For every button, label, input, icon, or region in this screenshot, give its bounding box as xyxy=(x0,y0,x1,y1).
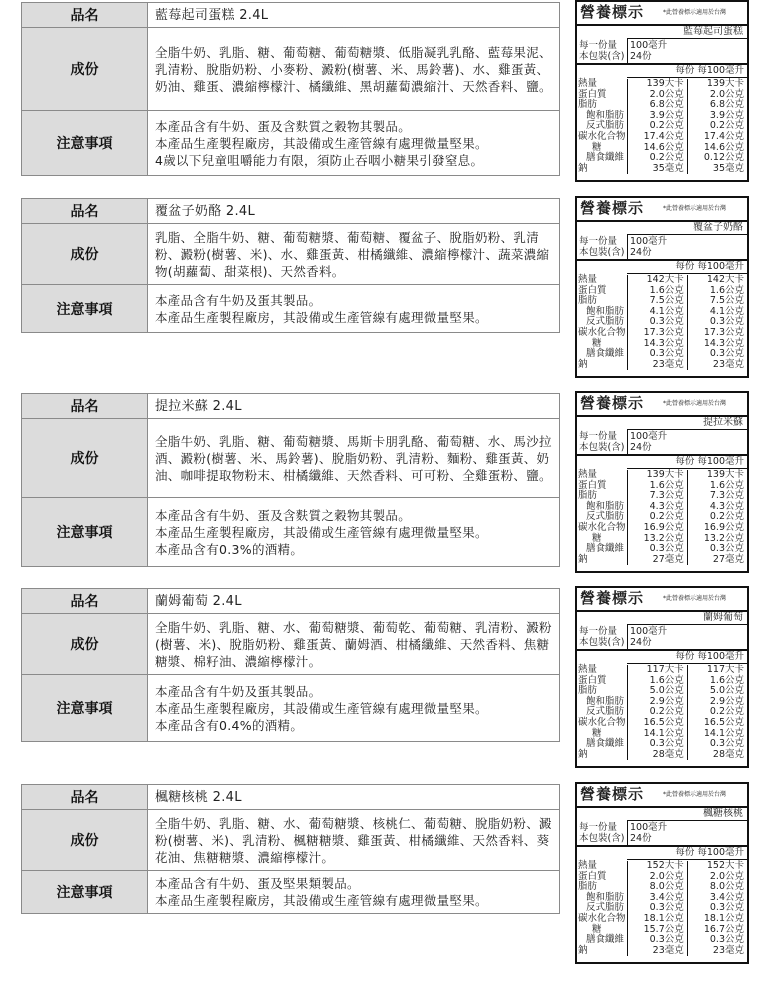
per-pack-label: 本包裝(含) xyxy=(579,50,625,62)
per-100ml-value: 152大卡 xyxy=(706,860,744,871)
nutrition-note: *此營養標示適用於台灣 xyxy=(663,205,727,212)
per-serving-value: 1.6公克 xyxy=(649,284,684,296)
per-100ml-value: 6.8公克 xyxy=(709,99,744,111)
per-serving-value: 27毫克 xyxy=(652,553,684,565)
nutrition-note: *此營養標示適用於台灣 xyxy=(663,791,727,798)
per-100ml-value: 7.5公克 xyxy=(709,295,744,307)
product-info-table xyxy=(21,784,560,914)
product-block xyxy=(21,393,751,573)
per-100ml-value: 139大卡 xyxy=(706,78,744,89)
servings-count: 24份 xyxy=(630,636,652,648)
servings-count: 24份 xyxy=(630,50,652,62)
nutrient-name: 蛋白質 xyxy=(578,674,607,686)
per-serving-value: 15.7公克 xyxy=(643,923,684,935)
nutrient-name: 膳食纖維 xyxy=(586,543,625,555)
per-serving-value: 0.2公克 xyxy=(649,706,684,718)
nutrient-name: 膳食纖維 xyxy=(586,152,625,164)
serving-size: 100毫升 xyxy=(630,236,668,247)
per-serving-label: 每一份量 xyxy=(579,40,618,51)
note-line: 本產品生產製程廠房，其設備或生產管線有處理微量堅果。 xyxy=(155,700,488,716)
per-100ml-value: 18.1公克 xyxy=(703,912,744,924)
per-serving-value: 0.2公克 xyxy=(649,511,684,523)
per-serving-value: 0.3公克 xyxy=(649,348,684,360)
nutrient-name: 糖 xyxy=(592,923,602,935)
notes-text xyxy=(148,111,560,176)
nutrition-product-name: 楓糖核桃 xyxy=(627,808,747,821)
notes-text xyxy=(148,285,560,333)
name-label: 品名 xyxy=(22,394,148,419)
nutrient-name: 糖 xyxy=(592,727,602,739)
notes-text xyxy=(148,871,560,914)
nutrient-name: 糖 xyxy=(592,337,602,349)
per-serving-value: 0.3公克 xyxy=(649,543,684,555)
per-serving-value: 0.3公克 xyxy=(649,934,684,946)
note-line: 本產品生產製程廠房，其設備或生產管線有處理微量堅果。 xyxy=(155,524,488,540)
per-100ml-value: 3.4公克 xyxy=(709,891,744,903)
ingredients-text: 全脂牛奶、乳脂、糖、水、葡萄糖漿、核桃仁、葡萄糖、脫脂奶粉、澱粉(樹薯、米)、乳清粉、楓糖糖漿、雞蛋黃、柑橘纖維、天然香料、葵花油、焦糖糖漿、濃縮檸檬汁。 xyxy=(148,810,560,871)
per-100ml-value: 35毫克 xyxy=(712,162,744,174)
note-line: 本產品生產製程廠房，其設備或生產管線有處理微量堅果。 xyxy=(155,135,488,151)
nutrient-name: 脂肪 xyxy=(578,881,598,893)
nutrient-name: 蛋白質 xyxy=(578,284,607,296)
nutrient-name: 脂肪 xyxy=(578,685,598,697)
per-serving-value: 18.1公克 xyxy=(643,912,684,924)
serving-info xyxy=(577,235,747,261)
per-serving-value: 8.0公克 xyxy=(649,881,684,893)
servings-count: 24份 xyxy=(630,441,652,453)
nutrient-name: 熱量 xyxy=(578,274,598,285)
serving-info xyxy=(577,39,747,65)
per-100ml-value: 3.9公克 xyxy=(709,109,744,121)
nutrient-name: 脂肪 xyxy=(578,99,598,111)
per-100ml-value: 8.0公克 xyxy=(709,881,744,893)
nutrition-title: 營養標示 xyxy=(580,199,645,217)
per-100ml-value: 1.6公克 xyxy=(709,674,744,686)
per-serving-value: 14.6公克 xyxy=(643,141,684,153)
nutrient-name: 熱量 xyxy=(578,469,598,480)
per-serving-value: 139大卡 xyxy=(646,78,684,89)
note-line: 本產品含有牛奶及蛋其製品。 xyxy=(155,683,322,699)
per-100ml-value: 5.0公克 xyxy=(709,685,744,697)
note-line: 本產品含有牛奶、蛋及含麩質之穀物其製品。 xyxy=(155,507,412,523)
notes-text xyxy=(148,675,560,742)
per-100ml-value: 16.7公克 xyxy=(703,923,744,935)
nutrition-label xyxy=(575,586,749,768)
per-serving-value: 17.3公克 xyxy=(643,326,684,338)
per-serving-value: 139大卡 xyxy=(646,469,684,480)
nutrient-name: 脂肪 xyxy=(578,295,598,307)
notes-label: 注意事項 xyxy=(22,498,148,567)
serving-info xyxy=(577,430,747,456)
note-line: 本產品含有牛奶、蛋及含麩質之穀物其製品。 xyxy=(155,118,412,134)
per-serving-label: 每一份量 xyxy=(579,822,618,833)
notes-label: 注意事項 xyxy=(22,111,148,176)
per-100ml-value: 23毫克 xyxy=(712,358,744,370)
nutrient-name: 飽和脂肪 xyxy=(586,305,625,317)
nutrient-name: 反式脂肪 xyxy=(586,120,625,132)
per-serving-value: 7.3公克 xyxy=(649,490,684,502)
per-serving-value: 0.3公克 xyxy=(649,316,684,328)
nutrient-name: 蛋白質 xyxy=(578,88,607,100)
per-100ml-value: 2.0公克 xyxy=(709,88,744,100)
name-label: 品名 xyxy=(22,589,148,614)
per-pack-label: 本包裝(含) xyxy=(579,246,625,258)
per-serving-value: 4.1公克 xyxy=(649,305,684,317)
note-line: 本產品生產製程廠房，其設備或生產管線有處理微量堅果。 xyxy=(155,893,488,908)
nutrient-name: 熱量 xyxy=(578,78,598,89)
per-100ml-value: 4.1公克 xyxy=(709,305,744,317)
per-100ml-value: 17.3公克 xyxy=(703,326,744,338)
nutrition-rows xyxy=(577,78,747,174)
ingredients-label: 成份 xyxy=(22,810,148,871)
per-100ml-value: 14.6公克 xyxy=(703,141,744,153)
per-serving-value: 2.0公克 xyxy=(649,88,684,100)
per-serving-value: 4.3公克 xyxy=(649,500,684,512)
serving-info xyxy=(577,821,747,847)
nutrient-name: 膳食纖維 xyxy=(586,348,625,360)
per-serving-value: 3.4公克 xyxy=(649,891,684,903)
product-name: 蘭姆葡萄 2.4L xyxy=(148,589,560,614)
per-100ml-value: 142大卡 xyxy=(706,274,744,285)
nutrient-name: 膳食纖維 xyxy=(586,738,625,750)
notes-label: 注意事項 xyxy=(22,871,148,914)
nutrition-column-header: 每份 每100毫升 xyxy=(627,261,747,274)
nutrient-name: 脂肪 xyxy=(578,490,598,502)
per-100ml-value: 0.2公克 xyxy=(709,120,744,132)
note-line: 本產品含有0.3%的酒精。 xyxy=(155,541,304,557)
nutrition-title: 營養標示 xyxy=(580,785,645,803)
note-line: 本產品生產製程廠房，其設備或生產管線有處理微量堅果。 xyxy=(155,309,488,325)
name-label: 品名 xyxy=(22,199,148,224)
product-block xyxy=(21,2,751,182)
per-serving-value: 7.5公克 xyxy=(649,295,684,307)
per-serving-value: 14.1公克 xyxy=(643,727,684,739)
per-serving-value: 16.9公克 xyxy=(643,521,684,533)
per-100ml-value: 0.2公克 xyxy=(709,511,744,523)
nutrient-name: 蛋白質 xyxy=(578,870,607,882)
nutrition-column-header: 每份 每100毫升 xyxy=(627,651,747,664)
per-serving-value: 0.2公克 xyxy=(649,120,684,132)
product-info-table xyxy=(21,588,560,742)
per-serving-value: 28毫克 xyxy=(652,748,684,760)
nutrition-product-name: 覆盆子奶酪 xyxy=(627,222,747,235)
nutrition-label xyxy=(575,0,749,182)
serving-size: 100毫升 xyxy=(630,822,668,833)
nutrition-rows xyxy=(577,274,747,370)
per-serving-label: 每一份量 xyxy=(579,236,618,247)
per-serving-value: 35毫克 xyxy=(652,162,684,174)
nutrient-name: 反式脂肪 xyxy=(586,511,625,523)
per-100ml-value: 1.6公克 xyxy=(709,284,744,296)
name-label: 品名 xyxy=(22,3,148,28)
product-name: 覆盆子奶酪 2.4L xyxy=(148,199,560,224)
nutrient-name: 反式脂肪 xyxy=(586,902,625,914)
per-serving-value: 117大卡 xyxy=(646,664,684,675)
per-serving-value: 5.0公克 xyxy=(649,685,684,697)
ingredients-text: 全脂牛奶、乳脂、糖、葡萄糖、葡萄糖漿、低脂凝乳乳酪、藍莓果泥、乳清粉、脫脂奶粉、小麥粉、澱粉(樹薯、米、馬鈴薯)、水、雞蛋黃、奶油、雞蛋、濃縮檸檬汁、橘纖維、黑胡蘿蔔濃縮汁、天然香料、鹽。 xyxy=(148,28,560,111)
per-100ml-value: 2.0公克 xyxy=(709,870,744,882)
per-100ml-value: 117大卡 xyxy=(706,664,744,675)
nutrient-name: 飽和脂肪 xyxy=(586,891,625,903)
per-pack-label: 本包裝(含) xyxy=(579,441,625,453)
nutrition-label xyxy=(575,782,749,964)
per-pack-label: 本包裝(含) xyxy=(579,636,625,648)
per-100ml-value: 17.4公克 xyxy=(703,130,744,142)
nutrition-rows xyxy=(577,860,747,956)
ingredients-label: 成份 xyxy=(22,28,148,111)
product-name: 楓糖核桃 2.4L xyxy=(148,785,560,810)
per-serving-value: 14.3公克 xyxy=(643,337,684,349)
serving-size: 100毫升 xyxy=(630,431,668,442)
per-serving-value: 2.9公克 xyxy=(649,695,684,707)
nutrition-product-name: 蘭姆葡萄 xyxy=(627,612,747,625)
nutrition-title: 營養標示 xyxy=(580,3,645,21)
note-line: 本產品含有牛奶及蛋其製品。 xyxy=(155,292,322,308)
per-serving-label: 每一份量 xyxy=(579,431,618,442)
per-serving-value: 3.9公克 xyxy=(649,109,684,121)
serving-info xyxy=(577,625,747,651)
ingredients-text: 全脂牛奶、乳脂、糖、葡萄糖漿、馬斯卡朋乳酪、葡萄糖、水、馬沙拉酒、澱粉(樹薯、米、馬鈴薯)、脫脂奶粉、乳清粉、麵粉、雞蛋黃、奶油、咖啡提取物粉末、柑橘纖維、天然香料、可可粉、全雞蛋粉、鹽。 xyxy=(148,419,560,498)
serving-size: 100毫升 xyxy=(630,40,668,51)
per-100ml-value: 16.5公克 xyxy=(703,716,744,728)
per-100ml-value: 0.3公克 xyxy=(709,934,744,946)
nutrient-name: 糖 xyxy=(592,141,602,153)
nutrition-label xyxy=(575,391,749,573)
per-serving-label: 每一份量 xyxy=(579,626,618,637)
per-100ml-value: 23毫克 xyxy=(712,944,744,956)
per-100ml-value: 2.9公克 xyxy=(709,695,744,707)
nutrition-note: *此營養標示適用於台灣 xyxy=(663,9,727,16)
nutrition-column-header: 每份 每100毫升 xyxy=(627,456,747,469)
per-serving-value: 2.0公克 xyxy=(649,870,684,882)
name-label: 品名 xyxy=(22,785,148,810)
nutrition-note: *此營養標示適用於台灣 xyxy=(663,595,727,602)
product-info-table xyxy=(21,198,560,333)
per-serving-value: 23毫克 xyxy=(652,944,684,956)
nutrition-product-name: 提拉米蘇 xyxy=(627,417,747,430)
per-100ml-value: 28毫克 xyxy=(712,748,744,760)
per-100ml-value: 1.6公克 xyxy=(709,479,744,491)
nutrient-name: 反式脂肪 xyxy=(586,706,625,718)
note-line: 本產品含有0.4%的酒精。 xyxy=(155,717,304,733)
per-100ml-value: 0.3公克 xyxy=(709,738,744,750)
per-serving-value: 6.8公克 xyxy=(649,99,684,111)
nutrient-name: 鈉 xyxy=(578,748,588,760)
nutrient-name: 膳食纖維 xyxy=(586,934,625,946)
servings-count: 24份 xyxy=(630,246,652,258)
per-100ml-value: 7.3公克 xyxy=(709,490,744,502)
nutrition-rows xyxy=(577,469,747,565)
per-pack-label: 本包裝(含) xyxy=(579,832,625,844)
nutrient-name: 碳水化合物 xyxy=(578,521,626,533)
nutrition-label xyxy=(575,196,749,378)
ingredients-label: 成份 xyxy=(22,614,148,675)
ingredients-label: 成份 xyxy=(22,224,148,285)
per-100ml-value: 0.3公克 xyxy=(709,543,744,555)
product-block xyxy=(21,198,751,378)
nutrient-name: 飽和脂肪 xyxy=(586,695,625,707)
servings-count: 24份 xyxy=(630,832,652,844)
per-serving-value: 1.6公克 xyxy=(649,479,684,491)
per-serving-value: 13.2公克 xyxy=(643,532,684,544)
nutrient-name: 飽和脂肪 xyxy=(586,109,625,121)
per-serving-value: 152大卡 xyxy=(646,860,684,871)
nutrition-column-header: 每份 每100毫升 xyxy=(627,847,747,860)
nutrition-product-name: 藍莓起司蛋糕 xyxy=(627,26,747,39)
per-100ml-value: 0.12公克 xyxy=(703,152,744,164)
product-name: 藍莓起司蛋糕 2.4L xyxy=(148,3,560,28)
nutrient-name: 蛋白質 xyxy=(578,479,607,491)
nutrient-name: 碳水化合物 xyxy=(578,326,626,338)
nutrient-name: 鈉 xyxy=(578,944,588,956)
per-100ml-value: 139大卡 xyxy=(706,469,744,480)
nutrient-name: 碳水化合物 xyxy=(578,716,626,728)
per-100ml-value: 0.2公克 xyxy=(709,706,744,718)
nutrient-name: 熱量 xyxy=(578,860,598,871)
product-block xyxy=(21,784,751,964)
per-100ml-value: 14.3公克 xyxy=(703,337,744,349)
product-info-table xyxy=(21,393,560,567)
per-100ml-value: 0.3公克 xyxy=(709,902,744,914)
nutrition-note: *此營養標示適用於台灣 xyxy=(663,400,727,407)
per-serving-value: 1.6公克 xyxy=(649,674,684,686)
per-serving-value: 17.4公克 xyxy=(643,130,684,142)
nutrition-title: 營養標示 xyxy=(580,394,645,412)
per-serving-value: 0.2公克 xyxy=(649,152,684,164)
notes-label: 注意事項 xyxy=(22,675,148,742)
nutrient-name: 反式脂肪 xyxy=(586,316,625,328)
product-name: 提拉米蘇 2.4L xyxy=(148,394,560,419)
per-serving-value: 0.3公克 xyxy=(649,738,684,750)
nutrient-name: 飽和脂肪 xyxy=(586,500,625,512)
nutrient-name: 碳水化合物 xyxy=(578,130,626,142)
ingredients-text: 全脂牛奶、乳脂、糖、水、葡萄糖漿、葡萄乾、葡萄糖、乳清粉、澱粉(樹薯、米)、脫脂奶粉、雞蛋黃、蘭姆酒、柑橘纖維、天然香料、焦糖糖漿、棉籽油、濃縮檸檬汁。 xyxy=(148,614,560,675)
product-block xyxy=(21,588,751,768)
per-serving-value: 0.3公克 xyxy=(649,902,684,914)
per-serving-value: 16.5公克 xyxy=(643,716,684,728)
per-100ml-value: 0.3公克 xyxy=(709,348,744,360)
notes-text xyxy=(148,498,560,567)
nutrient-name: 糖 xyxy=(592,532,602,544)
note-line: 本產品含有牛奶、蛋及堅果類製品。 xyxy=(155,876,360,891)
per-100ml-value: 16.9公克 xyxy=(703,521,744,533)
per-100ml-value: 14.1公克 xyxy=(703,727,744,739)
nutrient-name: 鈉 xyxy=(578,553,588,565)
ingredients-label: 成份 xyxy=(22,419,148,498)
nutrition-column-header: 每份 每100毫升 xyxy=(627,65,747,78)
product-info-table xyxy=(21,2,560,176)
serving-size: 100毫升 xyxy=(630,626,668,637)
nutrition-title: 營養標示 xyxy=(580,589,645,607)
note-line: 4歲以下兒童咀嚼能力有限，須防止吞咽小糖果引發窒息。 xyxy=(155,152,484,168)
nutrient-name: 碳水化合物 xyxy=(578,912,626,924)
per-serving-value: 23毫克 xyxy=(652,358,684,370)
per-100ml-value: 13.2公克 xyxy=(703,532,744,544)
nutrition-rows xyxy=(577,664,747,760)
notes-label: 注意事項 xyxy=(22,285,148,333)
per-100ml-value: 4.3公克 xyxy=(709,500,744,512)
nutrient-name: 鈉 xyxy=(578,358,588,370)
per-serving-value: 142大卡 xyxy=(646,274,684,285)
nutrient-name: 鈉 xyxy=(578,162,588,174)
per-100ml-value: 0.3公克 xyxy=(709,316,744,328)
nutrient-name: 熱量 xyxy=(578,664,598,675)
per-100ml-value: 27毫克 xyxy=(712,553,744,565)
ingredients-text: 乳脂、全脂牛奶、糖、葡萄糖漿、葡萄糖、覆盆子、脫脂奶粉、乳清粉、澱粉(樹薯、米)、水、雞蛋黃、柑橘纖維、濃縮檸檬汁、蔬菜濃縮物(胡蘿蔔、甜菜根)、天然香料。 xyxy=(148,224,560,285)
